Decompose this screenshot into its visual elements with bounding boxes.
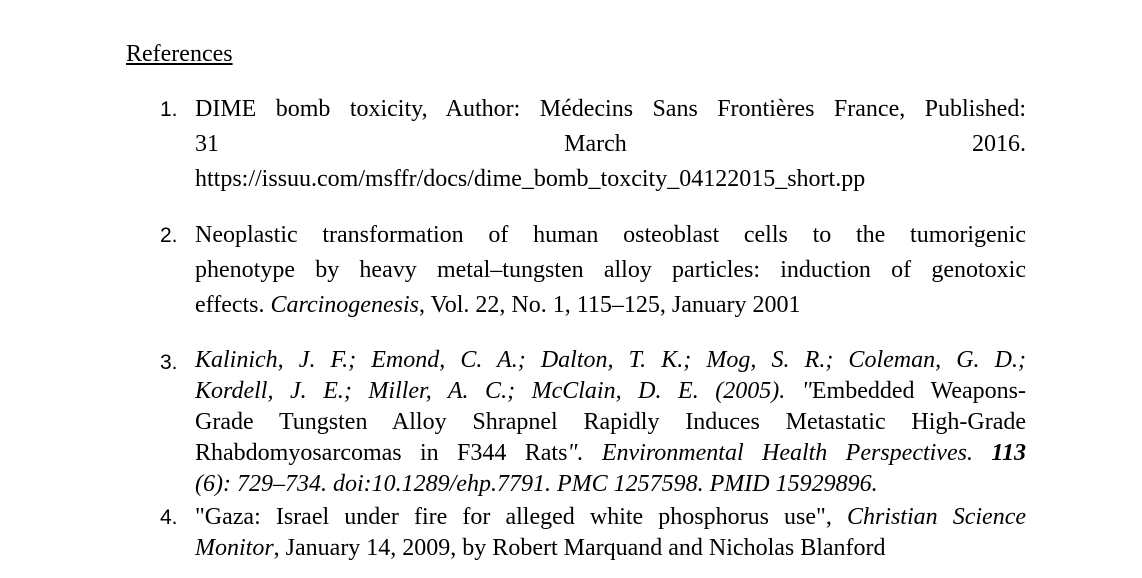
article-title: "Gaza: Israel under fire for alleged white phosphorus use", [195,504,847,530]
reference-segment: , Vol. 22, No. 1, 115–125, January 2001 [418,292,801,318]
reference-line [195,288,1026,323]
reference-segment: effects. [195,292,271,318]
reference-number: 2. [160,224,178,247]
reference-segment: Kordell, J. E.; Miller, A. C.; McClain, D. E. (2005). " [195,378,812,404]
reference-word: 2016. [971,131,1026,157]
reference-line: Kalinich, J. F.; Emond, C. A.; Dalton, T. K.; Mog, S. R.; Coleman, G. D.; [195,347,1026,373]
reference-line [195,438,1026,469]
reference-text [195,345,1026,500]
journal-title: Carcinogenesis [270,292,419,318]
reference-line [195,533,1026,564]
journal-title: Monitor [195,535,274,561]
reference-word: March [564,131,627,157]
reference-line: Neoplastic transformation of human osteoblast cells to the tumorigenic [195,222,1026,248]
reference-line: (6): 729–734. doi:10.1289/ehp.7791. PMC 1257598. PMID 15929896. [195,471,878,497]
reference-number: 1. [160,98,178,121]
reference-text [195,218,1026,323]
reference-number: 3. [160,351,178,374]
reference-line: phenotype by heavy metal–tungsten alloy particles: induction of genotoxic [195,257,1026,283]
reference-line: DIME bomb toxicity, Author: Médecins Sans Frontières France, Published: [195,96,1026,122]
reference-text [195,92,1026,197]
reference-number: 4. [160,506,178,529]
reference-url: https://issuu.com/msffr/docs/dime_bomb_toxcity_04122015_short.pp [195,166,866,192]
reference-word: 31 [195,131,219,157]
reference-text [195,502,1026,564]
reference-line: Grade Tungsten Alloy Shrapnel Rapidly Induces Metastatic High-Grade [195,409,1026,435]
article-title: Rhabdomyosarcomas in F344 Rats [195,440,568,466]
journal-title: Christian Science [846,504,1027,530]
reference-line [195,502,1026,533]
article-title: Embedded Weapons- [811,378,1026,404]
reference-line [195,376,1026,407]
references-heading: References [126,41,233,67]
reference-segment: , January 14, 2009, by Robert Marquand and Nicholas Blanford [273,535,886,561]
volume-number: 113 [991,440,1026,466]
journal-title: ". Environmental Health Perspectives. [567,440,992,466]
reference-line [195,127,1026,162]
